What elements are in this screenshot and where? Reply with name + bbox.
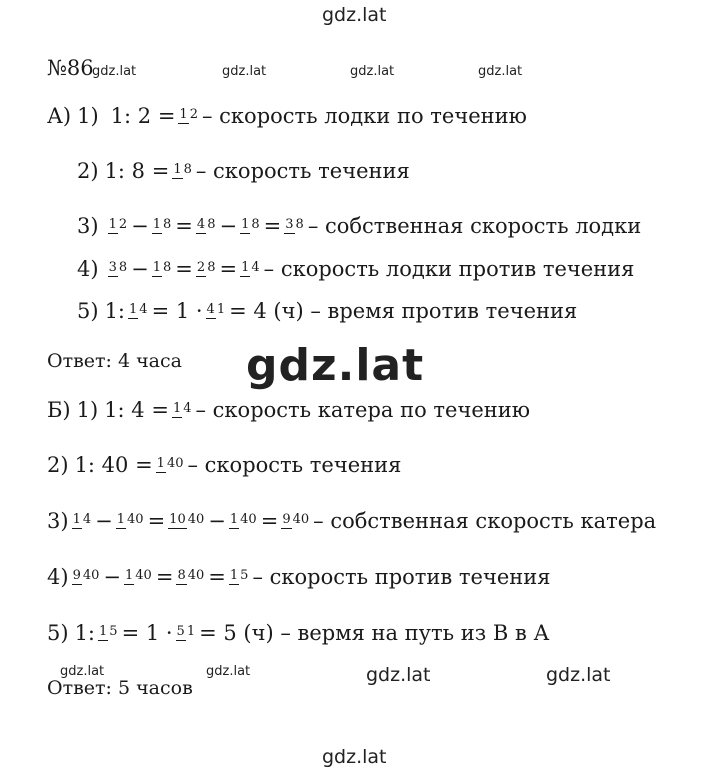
expression: = 1 · [121,621,173,645]
fraction: 9 40 [72,568,100,584]
description: = 4 (ч) – время против течения [229,299,578,323]
part-b-line-1 [47,390,530,430]
step-number: 5) [77,299,99,323]
fraction: 1 40 [156,456,184,472]
fraction: 1 8 [152,260,172,276]
step-number: 5) [47,621,69,645]
fraction: 1 4 [72,512,92,528]
fraction: 1 5 [229,568,249,584]
operator: = [260,509,279,533]
expression: 1: [74,621,95,645]
operator: = [175,214,193,238]
expression: = 1 · [151,299,203,323]
operator: = [147,509,166,533]
description: – собственная скорость катера [313,509,657,533]
watermark-small: gdz.lat [350,64,395,79]
watermark-small: gdz.lat [366,664,431,686]
watermark-small: gdz.lat [546,664,611,686]
expression: 1: 2 = [110,104,176,128]
fraction: 1 5 [99,624,118,640]
operator: − [131,257,149,281]
operator: = [155,565,174,589]
description: – собственная скорость лодки [307,214,642,238]
watermark-small: gdz.lat [206,664,251,679]
expression: 1: 4 = [104,398,169,422]
operator: − [219,214,238,238]
step-number: 3) [47,509,69,533]
answer-b: Ответ: 5 часов [47,677,193,699]
description: – скорость катера по течению [195,398,531,422]
expression: 1: 8 = [104,159,170,183]
part-b-line-4 [47,557,551,597]
fraction: 1 8 [173,162,192,178]
fraction: 1 4 [129,302,148,318]
part-a-line-2 [77,151,410,191]
part-a-line-3 [77,206,641,246]
operator: − [208,509,226,533]
description: – скорость течения [187,453,402,477]
expression: 1: 40 = [74,453,153,477]
fraction: 10 40 [169,512,205,528]
task-number: №86 [47,56,94,80]
step-number: 4) [77,257,99,281]
description: – скорость против течения [252,565,551,589]
fraction: 8 40 [177,568,205,584]
fraction: 1 40 [229,512,257,528]
operator: = [208,565,226,589]
part-a-line-5 [77,291,577,331]
part-b-line-5 [47,613,549,653]
watermark-small: gdz.lat [92,64,137,79]
fraction: 4 8 [196,217,216,233]
step-number: 4) [47,565,69,589]
watermark-bottom: gdz.lat [322,746,387,768]
fraction: 1 2 [179,107,198,123]
expression: 1: [104,299,125,323]
operator: − [103,565,121,589]
operator: = [219,257,238,281]
fraction: 3 8 [285,217,304,233]
step-number: 1) [77,104,99,128]
part-b-line-2 [47,445,401,485]
description: – скорость лодки против течения [263,257,635,281]
operator: − [131,214,149,238]
fraction: 3 8 [108,260,128,276]
step-number: 1) [76,398,99,422]
operator: = [175,257,193,281]
step-number: 3) [77,214,99,238]
fraction: 9 40 [282,512,310,528]
fraction: 1 40 [116,512,144,528]
step-number: 2) [47,453,69,477]
description: – скорость течения [195,159,410,183]
fraction: 1 4 [172,401,192,417]
part-label: А) [47,104,72,128]
watermark-center: gdz.lat [246,340,425,391]
step-number: 2) [77,159,99,183]
watermark-small: gdz.lat [222,64,267,79]
description: = 5 (ч) – вермя на путь из В в А [199,621,550,645]
part-b-line-3 [47,501,656,541]
fraction: 4 1 [206,302,226,318]
fraction: 5 1 [176,624,196,640]
fraction: 1 2 [108,217,128,233]
description: – скорость лодки по течению [201,104,527,128]
fraction: 1 40 [125,568,152,584]
operator: − [95,509,113,533]
part-a-line-1 [47,96,527,136]
fraction: 1 4 [241,260,260,276]
fraction: 1 8 [152,217,172,233]
answer-a: Ответ: 4 часа [47,350,182,372]
part-label: Б) [47,398,71,422]
operator: = [263,214,282,238]
watermark-small: gdz.lat [60,664,105,679]
fraction: 2 8 [196,260,216,276]
fraction: 1 8 [241,217,260,233]
watermark-small: gdz.lat [478,64,523,79]
part-a-line-4 [77,249,634,289]
watermark-top: gdz.lat [322,4,387,26]
